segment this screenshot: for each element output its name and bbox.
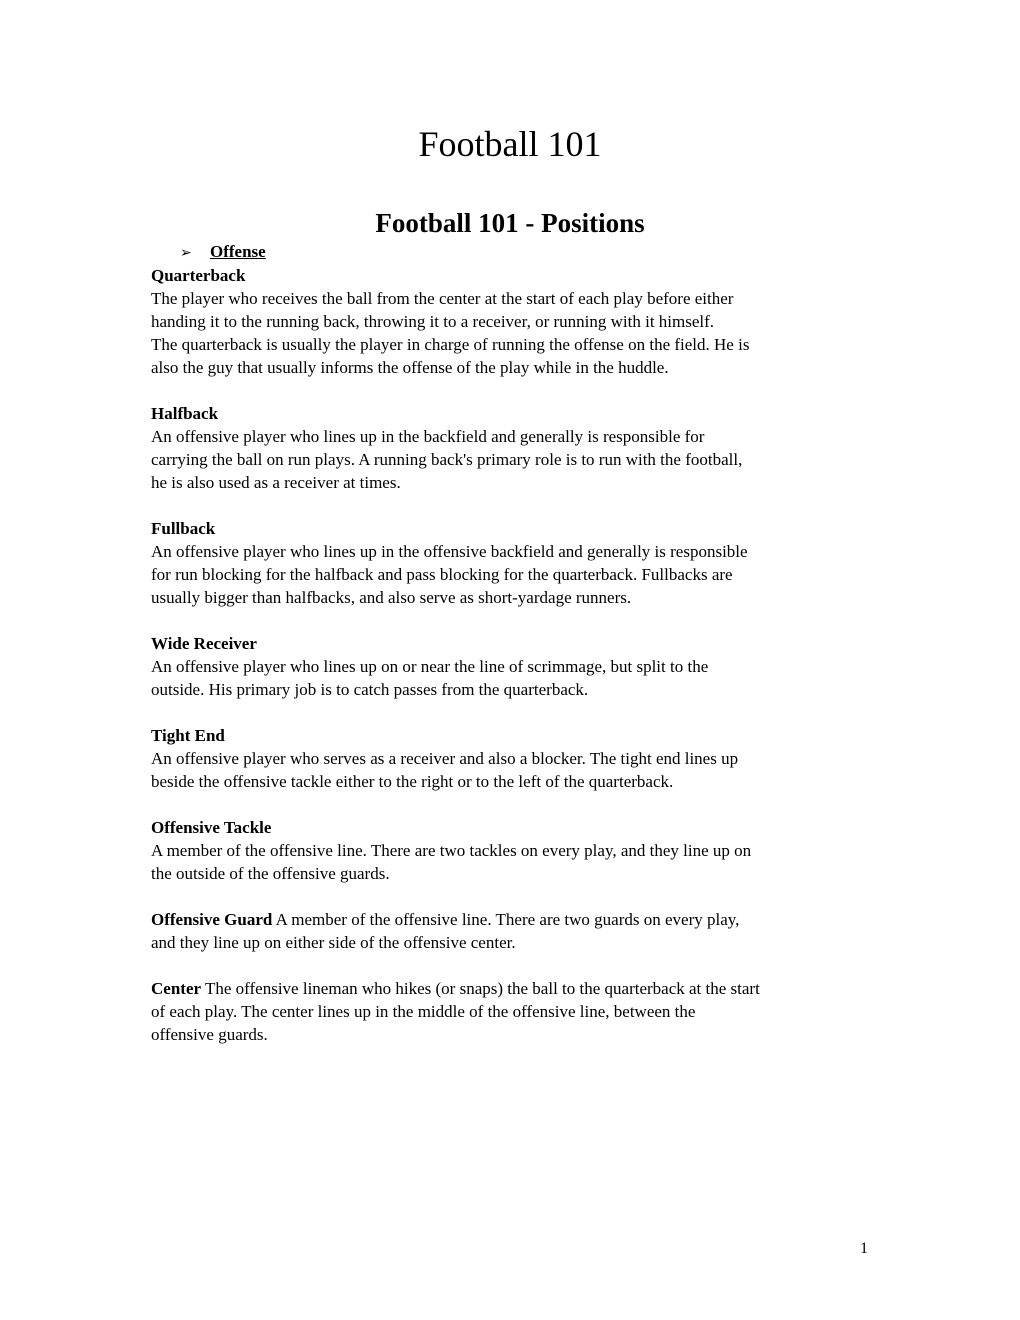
position-description: A member of the offensive line. There are two guards on every play, and they line up on either side of the offensive center. [151,910,740,952]
position-entry-fullback [151,517,876,609]
offense-heading: Offense [210,242,266,261]
position-name: Tight End [151,726,225,745]
offense-bullet [180,240,266,265]
document-title: Football 101 [418,124,602,164]
position-description: An offensive player who lines up in the backfield and generally is responsible for carrying the ball on run plays. A running back's primary role is to run with the football, he is also used as a receiver at times. [151,427,743,492]
position-description: An offensive player who serves as a receiver and also a blocker. The tight end lines up beside the offensive tackle either to the right or to the left of the quarterback. [151,749,739,791]
position-name: Offensive Guard [151,910,273,929]
position-entry-wide-receiver [151,632,876,701]
position-description: An offensive player who lines up on or near the line of scrimmage, but split to the outside. His primary job is to catch passes from the quarterback. [151,657,709,699]
position-description: A member of the offensive line. There are two tackles on every play, and they line up on the outside of the offensive guards. [151,841,752,883]
position-name: Wide Receiver [151,634,257,653]
position-name: Quarterback [151,266,246,285]
section-title: Football 101 - Positions [375,208,645,238]
position-description: The player who receives the ball from the center at the start of each play before either handing it to the running back, throwing it to a receiver, or running with it himself. The quarterback is usually the player in charge of running the offense on the field. He is also the guy that usually informs the offense of the play while in the huddle. [151,289,750,377]
arrow-bullet-icon: ➢ [180,246,192,261]
position-name: Offensive Tackle [151,818,272,837]
position-entry-tight-end [151,724,876,793]
position-name: Fullback [151,519,216,538]
position-entry-center [151,977,876,1046]
position-description: The offensive lineman who hikes (or snaps) the ball to the quarterback at the start of each play. The center lines up in the middle of the offensive line, between the offensive guards. [151,979,760,1044]
position-entry-offensive-guard [151,908,876,954]
page-number: 1 [860,1240,868,1257]
positions-list [151,264,876,1069]
position-name: Halfback [151,404,219,423]
position-description: An offensive player who lines up in the offensive backfield and generally is responsible for run blocking for the halfback and pass blocking for the quarterback. Fullbacks are usually bigger than halfbacks, and also serve as short-yardage runners. [151,542,748,607]
position-entry-offensive-tackle [151,816,876,885]
position-entry-quarterback [151,264,876,379]
position-name: Center [151,979,202,998]
position-entry-halfback [151,402,876,494]
